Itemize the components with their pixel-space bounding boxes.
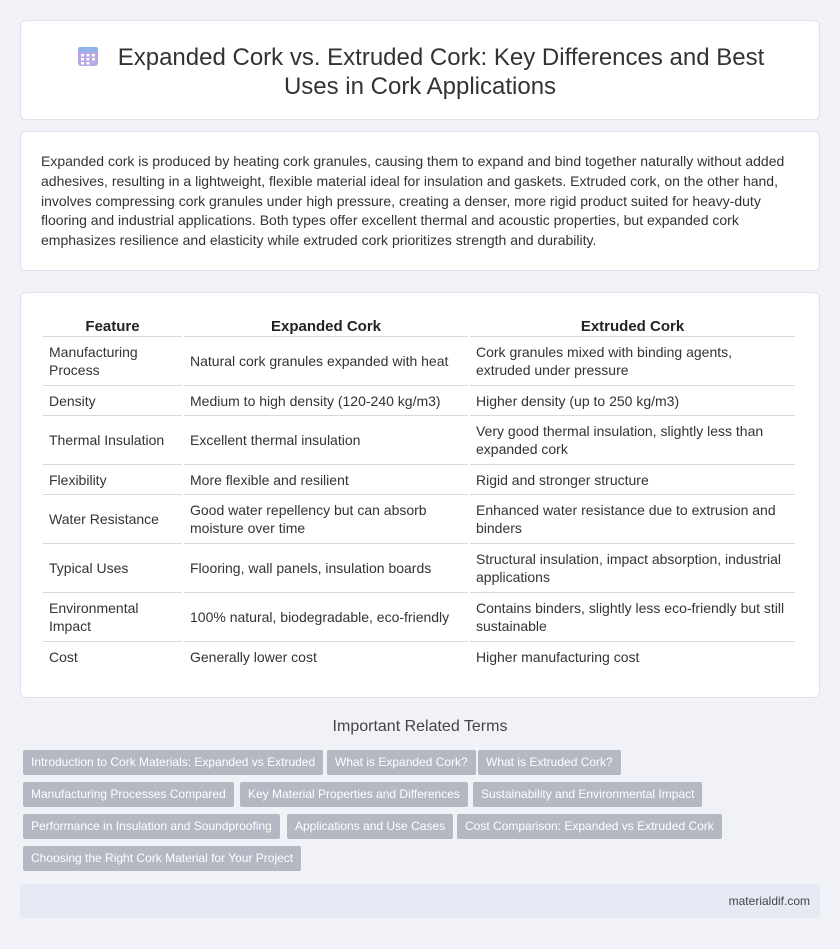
extruded-cell: Cork granules mixed with binding agents, extruded under pressure xyxy=(470,337,795,386)
related-term-tag[interactable]: Applications and Use Cases xyxy=(287,814,453,839)
table-row xyxy=(43,495,795,544)
expanded-cell: 100% natural, biodegradable, eco-friendly xyxy=(184,593,468,642)
table-row xyxy=(43,465,795,495)
feature-cell: Density xyxy=(43,386,182,416)
related-term-tag[interactable]: Manufacturing Processes Compared xyxy=(23,782,234,807)
related-term-tag[interactable]: Key Material Properties and Differences xyxy=(240,782,468,807)
expanded-cell: Good water repellency but can absorb moisture over time xyxy=(184,495,468,544)
feature-cell: Flexibility xyxy=(43,465,182,495)
related-term-tag[interactable]: Choosing the Right Cork Material for Your Project xyxy=(23,846,301,871)
table-row xyxy=(43,544,795,593)
related-term-tag[interactable]: What is Expanded Cork? xyxy=(327,750,476,775)
comparison-table xyxy=(41,311,797,672)
table-row xyxy=(43,593,795,642)
footer-site-link[interactable]: materialdif.com xyxy=(728,894,810,908)
expanded-cell: More flexible and resilient xyxy=(184,465,468,495)
feature-cell: Cost xyxy=(49,649,78,665)
page-title-row xyxy=(21,43,819,101)
related-term-tag[interactable]: Introduction to Cork Materials: Expanded vs Extruded xyxy=(23,750,323,775)
feature-cell: Environmental Impact xyxy=(43,593,182,642)
extruded-cell: Very good thermal insulation, slightly less than expanded cork xyxy=(470,416,795,465)
table-row xyxy=(43,416,795,465)
comparison-card xyxy=(20,292,820,698)
intro-paragraph: Expanded cork is produced by heating cork granules, causing them to expand and bind together naturally without added adhesives, resulting in a lightweight, flexible material ideal for insulation and gaskets. Extruded cork, on the other hand, involves compressing cork granules under high pressure, creating a denser, more rigid product suited for heavy-duty flooring and industrial applications. Both types offer excellent thermal and acoustic properties, but expanded cork emphasizes resilience and elasticity while extruded cork prioritizes strength and durability. xyxy=(41,153,785,249)
related-terms-title: Important Related Terms xyxy=(332,718,508,735)
related-term-tag[interactable]: Cost Comparison: Expanded vs Extruded Cork xyxy=(457,814,722,839)
table-row xyxy=(43,337,795,386)
extruded-cell: Structural insulation, impact absorption, industrial applications xyxy=(470,544,795,593)
expanded-cell: Flooring, wall panels, insulation boards xyxy=(184,544,468,593)
extruded-cell: Enhanced water resistance due to extrusion and binders xyxy=(470,495,795,544)
intro-card xyxy=(20,131,820,271)
extruded-cell: Higher manufacturing cost xyxy=(476,649,640,665)
expanded-cell: Medium to high density (120-240 kg/m3) xyxy=(184,386,468,416)
page-title: Expanded Cork vs. Extruded Cork: Key Differences and Best Uses in Cork Applications xyxy=(117,44,765,100)
footer-bar xyxy=(20,884,820,918)
feature-cell: Typical Uses xyxy=(43,544,182,593)
table-row xyxy=(43,386,795,416)
feature-cell: Water Resistance xyxy=(43,495,182,544)
extruded-cell: Rigid and stronger structure xyxy=(470,465,795,495)
expanded-cell: Generally lower cost xyxy=(190,649,317,665)
extruded-cell: Higher density (up to 250 kg/m3) xyxy=(470,386,795,416)
table-header-row xyxy=(43,311,795,337)
extruded-cell: Contains binders, slightly less eco-friendly but still sustainable xyxy=(470,593,795,642)
feature-cell: Manufacturing Process xyxy=(43,337,182,386)
table-row xyxy=(43,642,795,672)
related-term-tag[interactable]: Sustainability and Environmental Impact xyxy=(473,782,702,807)
related-term-tag[interactable]: Performance in Insulation and Soundproofing xyxy=(23,814,280,839)
header-feature: Feature xyxy=(43,311,182,337)
expanded-cell: Excellent thermal insulation xyxy=(184,416,468,465)
header-expanded: Expanded Cork xyxy=(184,311,468,337)
header-extruded: Extruded Cork xyxy=(470,311,795,337)
expanded-cell: Natural cork granules expanded with heat xyxy=(184,337,468,386)
title-card xyxy=(20,20,820,120)
feature-cell: Thermal Insulation xyxy=(43,416,182,465)
related-term-tag[interactable]: What is Extruded Cork? xyxy=(478,750,621,775)
calendar-grid-icon xyxy=(76,44,100,68)
